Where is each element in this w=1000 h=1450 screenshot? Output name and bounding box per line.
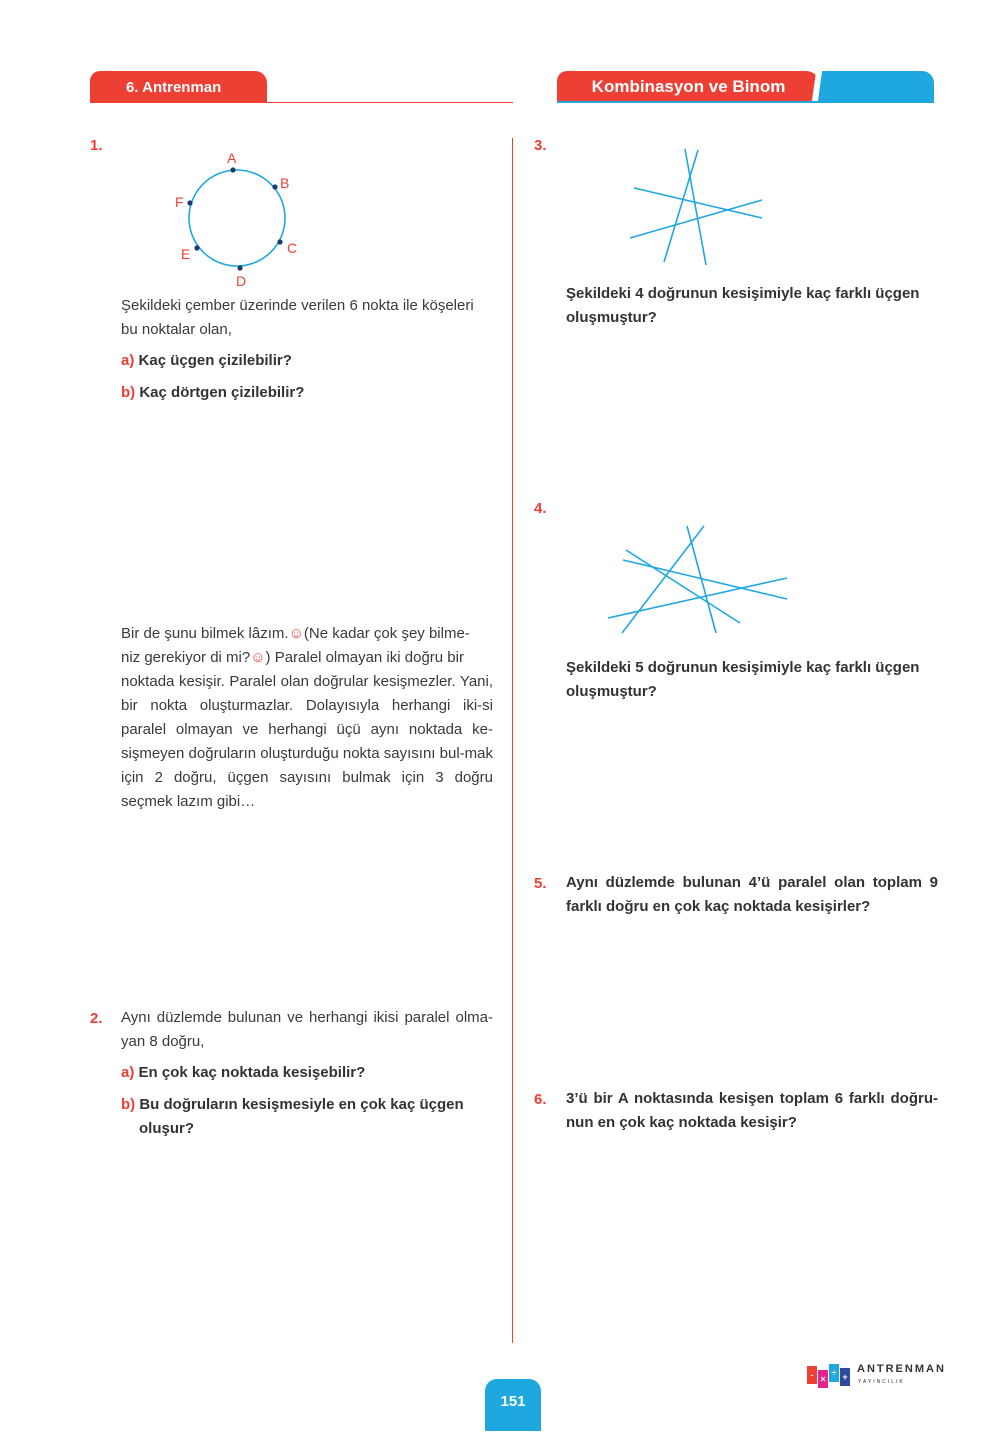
question-1a-label: a) <box>121 352 135 369</box>
label-d: D <box>236 273 247 289</box>
circle-figure <box>160 145 320 290</box>
point-b <box>272 184 277 189</box>
question-1b-text: Kaç dörtgen çizilebilir? <box>139 384 305 401</box>
question-4-number: 4. <box>534 500 547 517</box>
topic-tab-accent <box>818 71 934 101</box>
question-2-text: Aynı düzlemde bulunan ve herhangi ikisi paralel olma-yan 8 doğru, <box>121 1009 493 1050</box>
question-2a <box>121 1061 365 1085</box>
chapter-tab: 6. Antrenman <box>90 71 267 103</box>
question-2a-text: En çok kaç noktada kesişebilir? <box>138 1064 366 1081</box>
note-paragraph: noktada kesişir. Paralel olan doğrular kesişmezler. Yani, bir nokta oluşturmazlar. Dolayısıyla herhangi iki-si paralel olmayan ve herhangi üçü aynı noktada ke-sişmeyen doğruların oluşturduğu nokta sayısını bul-mak için 2 doğru, üçgen sayısını bulmak için 3 doğru seçmek lazım gibi… <box>121 673 493 810</box>
question-5-text: Aynı düzlemde bulunan 4’ü paralel olan toplam 9 farklı doğru en çok kaç noktada kesişirler? <box>566 874 938 915</box>
question-2a-label: a) <box>121 1064 135 1081</box>
smile-icon: ☺ <box>250 649 266 666</box>
question-2b-label: b) <box>121 1096 136 1113</box>
question-2-number: 2. <box>90 1010 103 1027</box>
question-2b-text: Bu doğruların kesişmesiyle en çok kaç üçgen oluşur? <box>139 1096 464 1137</box>
column-divider <box>512 138 513 1343</box>
line-4 <box>685 149 706 265</box>
five-lines-figure <box>600 520 795 640</box>
point-f <box>187 200 192 205</box>
question-2b <box>121 1093 511 1141</box>
logo-subtitle: YAYINCILIK <box>858 1379 905 1385</box>
line-3 <box>664 150 698 262</box>
line-1 <box>634 188 762 218</box>
question-1-number: 1. <box>90 137 103 154</box>
logo-times-icon: × <box>818 1370 828 1388</box>
note-text-3: niz gerekiyor di mi? <box>121 649 251 666</box>
note-text-2: (Ne kadar çok şey bilme- <box>303 625 470 642</box>
topic-tab: Kombinasyon ve Binom <box>557 71 820 101</box>
question-6-text: 3’ü bir A noktasında kesişen toplam 6 farklı doğru-nun en çok kaç noktada kesişir? <box>566 1090 938 1131</box>
question-1b-label: b) <box>121 384 136 401</box>
point-a <box>230 167 235 172</box>
point-c <box>277 239 282 244</box>
logo-minus-icon: - <box>807 1366 817 1384</box>
point-d <box>237 265 242 270</box>
label-c: C <box>287 240 298 256</box>
logo-divide-icon: ÷ <box>829 1364 839 1382</box>
line-4 <box>687 526 716 633</box>
question-1b <box>121 381 304 405</box>
note-line-2 <box>121 646 493 670</box>
question-1a <box>121 349 292 373</box>
note-text-4: ) Paralel olmayan iki doğru bir <box>265 649 464 666</box>
question-1a-text: Kaç üçgen çizilebilir? <box>138 352 292 369</box>
question-6-number: 6. <box>534 1091 547 1108</box>
header-rule-right <box>557 101 934 103</box>
question-3-number: 3. <box>534 137 547 154</box>
line-2 <box>608 578 787 618</box>
line-5 <box>626 550 740 623</box>
point-e <box>194 245 199 250</box>
page-number: 151 <box>485 1379 541 1431</box>
note-text-1: Bir de şunu bilmek lâzım. <box>121 625 289 642</box>
question-4-text: Şekildeki 5 doğrunun kesişimiyle kaç farklı üçgen oluşmuştur? <box>566 659 920 700</box>
label-a: A <box>227 150 237 166</box>
smile-icon: ☺ <box>288 625 304 642</box>
logo-plus-icon: + <box>840 1368 850 1386</box>
label-b: B <box>280 175 290 191</box>
question-5-number: 5. <box>534 875 547 892</box>
question-3-text: Şekildeki 4 doğrunun kesişimiyle kaç farklı üçgen oluşmuştur? <box>566 285 920 326</box>
four-lines-figure <box>620 140 780 275</box>
logo-name: ANTRENMAN <box>857 1363 946 1375</box>
label-f: F <box>175 194 184 210</box>
note-line-1 <box>121 622 493 646</box>
circle <box>189 170 285 266</box>
question-1-text: Şekildeki çember üzerinde verilen 6 nokta ile köşeleri bu noktalar olan, <box>121 297 474 338</box>
header-rule-left <box>90 102 513 103</box>
label-e: E <box>181 246 191 262</box>
